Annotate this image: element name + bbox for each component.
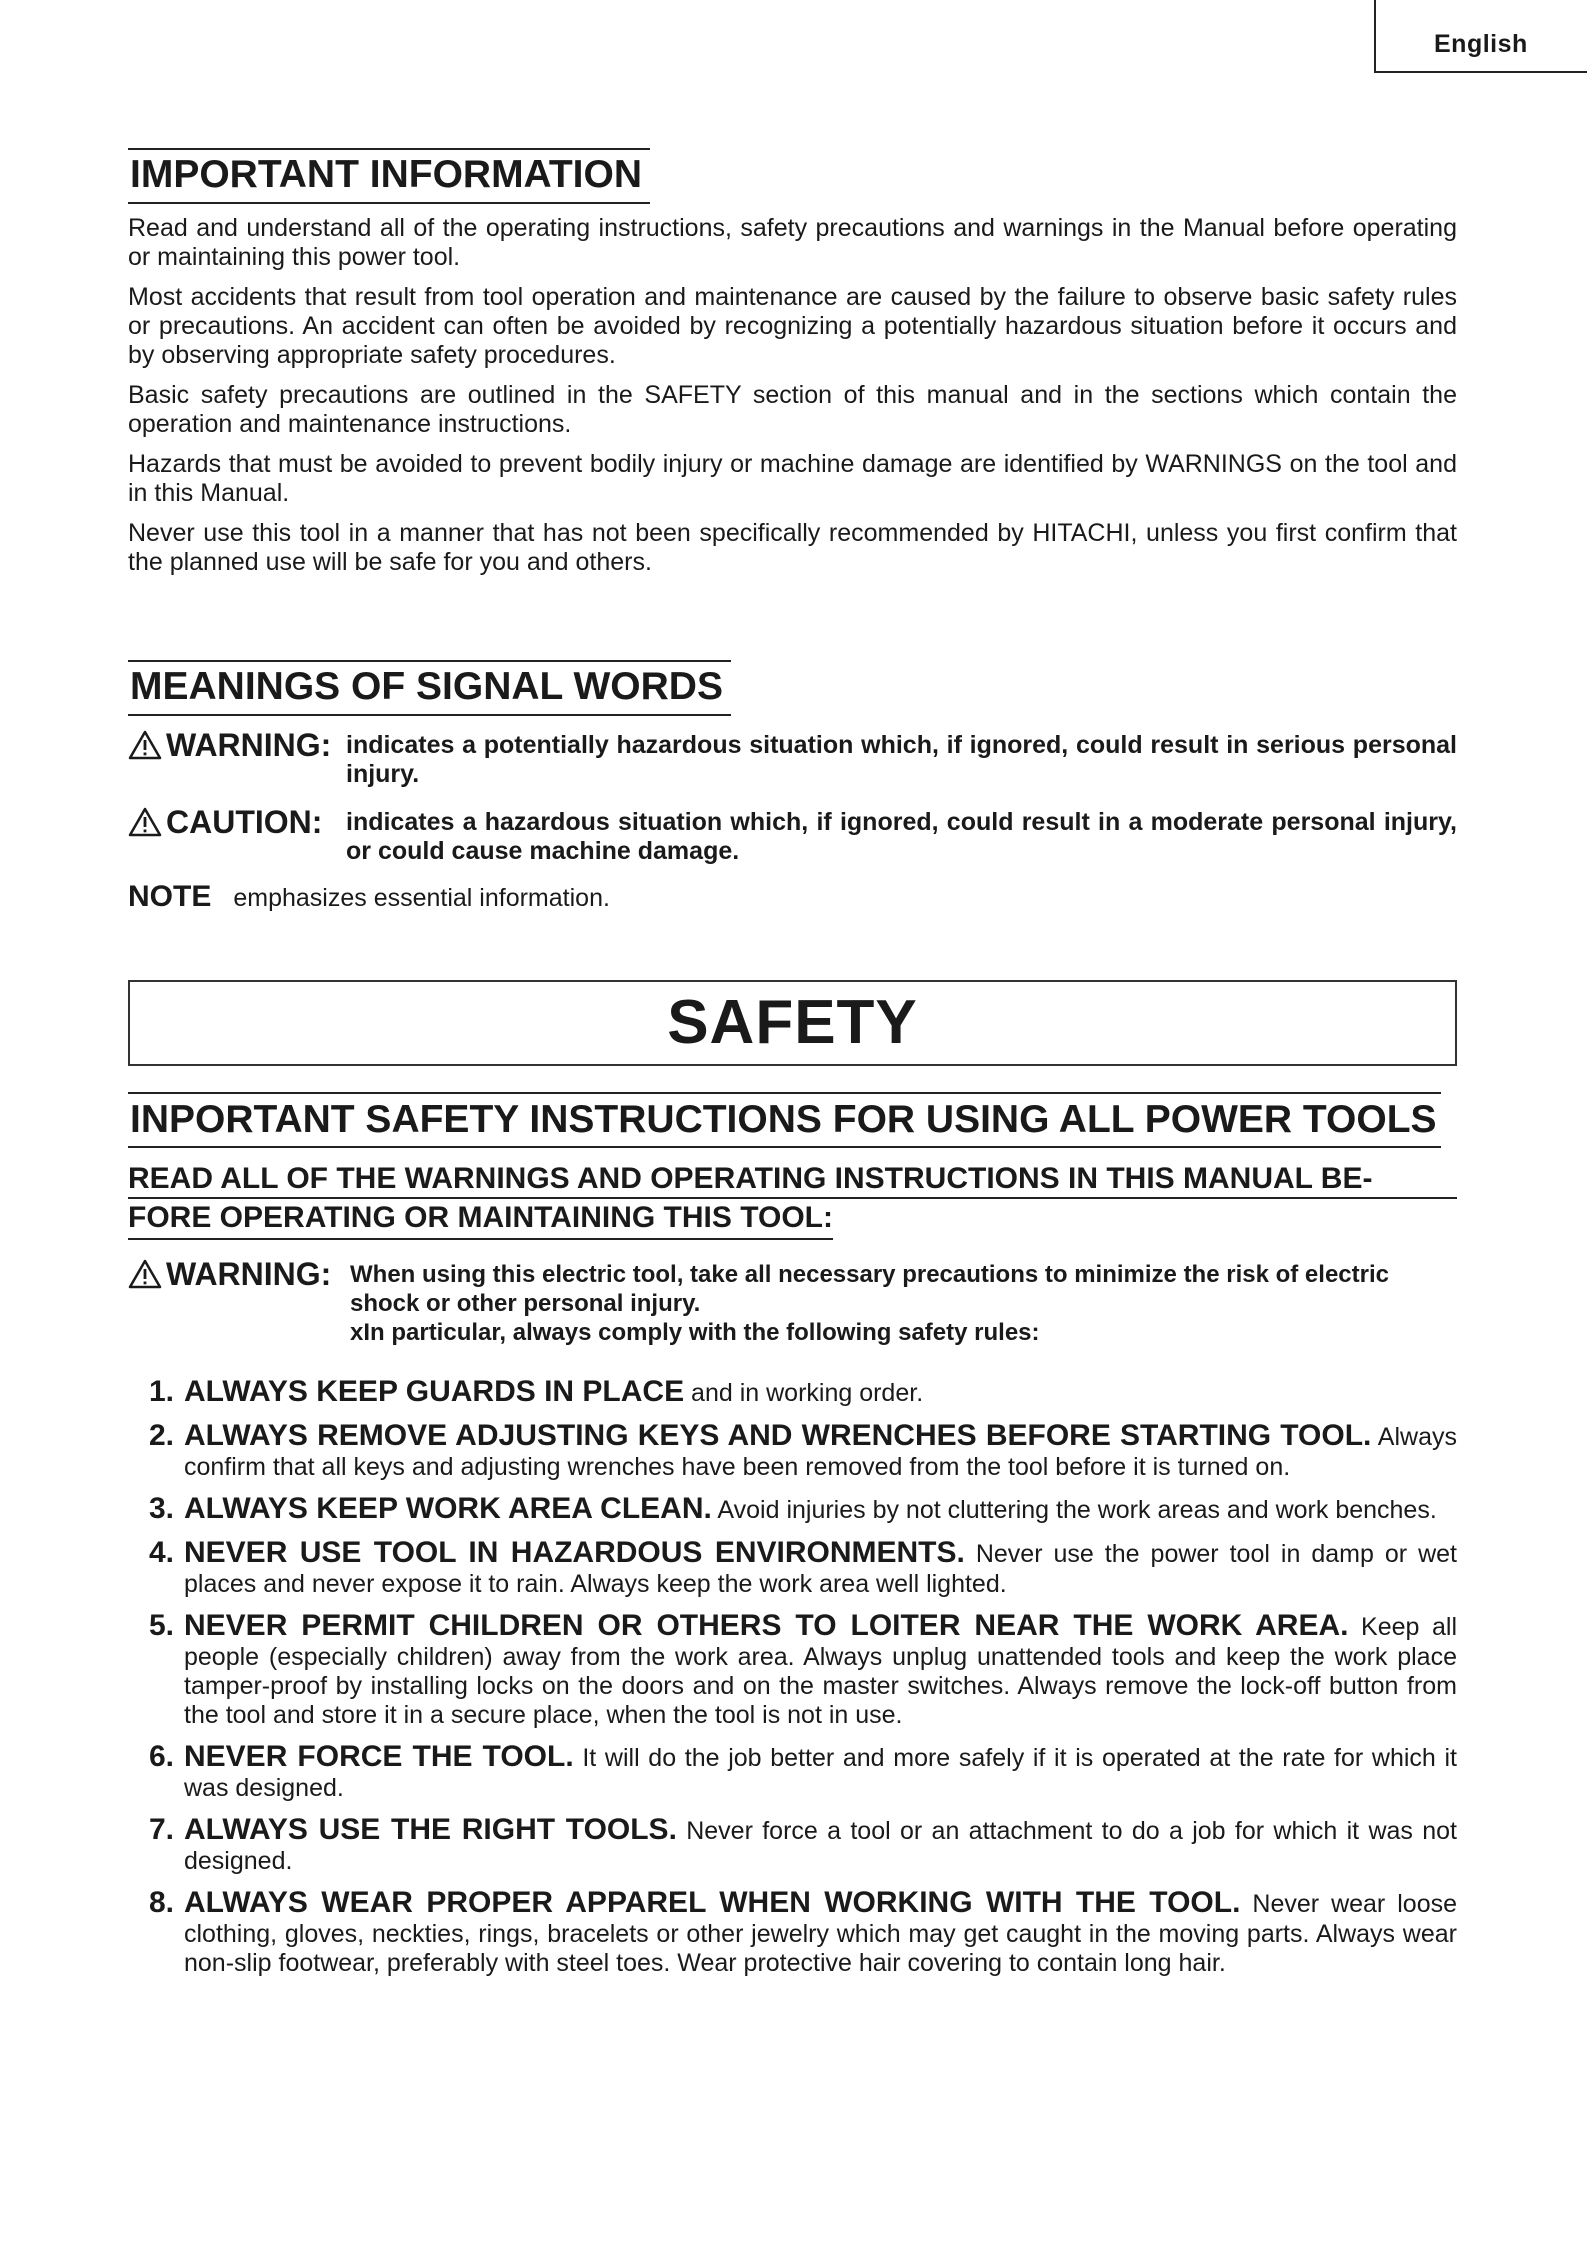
rule-heading: NEVER USE TOOL IN HAZARDOUS ENVIRONMENTS.	[184, 1536, 965, 1569]
note-definition	[128, 880, 1457, 915]
rule-heading: ALWAYS USE THE RIGHT TOOLS.	[184, 1813, 677, 1846]
safety-warning-line-2: xIn particular, always comply with the following safety rules:	[350, 1319, 1040, 1346]
read-all-line-2: FORE OPERATING OR MAINTAINING THIS TOOL:	[128, 1199, 833, 1240]
rule-heading: ALWAYS KEEP GUARDS IN PLACE	[184, 1375, 685, 1408]
info-paragraph: Never use this tool in a manner that has not been specifically recommended by HITACHI, unless you first confirm that the planned use will be safe for you and others.	[128, 519, 1457, 576]
caution-label-group	[128, 805, 322, 839]
safety-heading-box	[128, 980, 1457, 1066]
rule-number: 2.	[149, 1419, 175, 1452]
read-all-line-1: READ ALL OF THE WARNINGS AND OPERATING INSTRUCTIONS IN THIS MANUAL BE-	[128, 1160, 1457, 1199]
rule-text: Keep all people (especially children) away from the work area. Always unplug unattended tools and keep the work place tamper-proof by installing locks on the doors and on the master switches. Always remove the lock-off button from the tool and store it in a secure place, when the tool is not in use.	[184, 1613, 1457, 1729]
safety-instructions-title: INPORTANT SAFETY INSTRUCTIONS FOR USING ALL POWER TOOLS	[128, 1092, 1441, 1148]
caution-text: indicates a hazardous situation which, if ignored, could result in a moderate personal injury, or could cause machine damage.	[346, 808, 1457, 865]
safety-title: SAFETY	[667, 988, 918, 1057]
caution-definition	[128, 805, 1457, 866]
safety-rule	[128, 1740, 1457, 1803]
warning-definition	[128, 728, 1457, 789]
language-tab	[1374, 0, 1587, 73]
rule-number: 6.	[149, 1740, 175, 1773]
safety-rule	[128, 1609, 1457, 1730]
rule-number: 4.	[149, 1536, 175, 1569]
info-paragraph: Read and understand all of the operating instructions, safety precautions and warnings in the Manual before operating or maintaining this power tool.	[128, 214, 1457, 271]
rule-text: Always confirm that all keys and adjusting wrenches have been removed from the tool before it is turned on.	[184, 1423, 1457, 1481]
signal-words-title: MEANINGS OF SIGNAL WORDS	[128, 660, 731, 716]
safety-warning-text	[350, 1260, 1457, 1347]
rule-heading: ALWAYS REMOVE ADJUSTING KEYS AND WRENCHES BEFORE STARTING TOOL.	[184, 1419, 1372, 1452]
safety-warning-label-group	[128, 1257, 331, 1291]
warning-label-group	[128, 728, 331, 762]
rule-number: 8.	[149, 1886, 175, 1919]
warning-label: WARNING:	[166, 727, 332, 763]
safety-rule	[128, 1813, 1457, 1876]
info-paragraph: Basic safety precautions are outlined in the SAFETY section of this manual and in the sections which contain the operation and maintenance instructions.	[128, 381, 1457, 438]
safety-warning-label: WARNING:	[166, 1256, 332, 1292]
safety-rules-list	[128, 1375, 1457, 1978]
safety-rule	[128, 1536, 1457, 1599]
safety-warning	[128, 1256, 1457, 1347]
info-paragraph: Most accidents that result from tool operation and maintenance are caused by the failure to observe basic safety rules or precautions. An accident can often be avoided by recognizing a potentially hazardous situation before it occurs and by observing appropriate safety procedures.	[128, 283, 1457, 369]
rule-text: Avoid injuries by not cluttering the work areas and work benches.	[711, 1496, 1437, 1524]
warning-triangle-icon	[128, 1259, 162, 1289]
safety-rule	[128, 1419, 1457, 1482]
caution-label: CAUTION:	[166, 804, 323, 840]
important-information-section	[128, 148, 1457, 588]
rule-heading: NEVER FORCE THE TOOL.	[184, 1740, 574, 1773]
safety-rule	[128, 1492, 1457, 1526]
caution-triangle-icon	[128, 807, 162, 837]
warning-text: indicates a potentially hazardous situation which, if ignored, could result in serious personal injury.	[346, 731, 1457, 788]
rule-number: 7.	[149, 1813, 175, 1846]
important-information-title: IMPORTANT INFORMATION	[128, 148, 650, 204]
rule-text: Never force a tool or an attachment to do a job for which it was not designed.	[184, 1817, 1457, 1875]
rule-text: Never use the power tool in damp or wet places and never expose it to rain. Always keep the work area well lighted.	[184, 1540, 1457, 1598]
info-paragraph: Hazards that must be avoided to prevent bodily injury or machine damage are identified by WARNINGS on the tool and in this Manual.	[128, 450, 1457, 507]
safety-instructions-section	[128, 1092, 1457, 1988]
signal-words-section	[128, 660, 1457, 915]
rule-text: Never wear loose clothing, gloves, neckties, rings, bracelets or other jewelry which may get caught in the moving parts. Always wear non-slip footwear, preferably with steel toes. Wear protective hair covering to contain long hair.	[184, 1890, 1457, 1977]
rule-number: 3.	[149, 1492, 175, 1525]
language-label: English	[1434, 30, 1528, 58]
rule-heading: ALWAYS WEAR PROPER APPAREL WHEN WORKING WITH THE TOOL.	[184, 1886, 1241, 1919]
note-text: emphasizes essential information.	[233, 884, 610, 912]
rule-heading: NEVER PERMIT CHILDREN OR OTHERS TO LOITER NEAR THE WORK AREA.	[184, 1609, 1349, 1642]
rule-number: 5.	[149, 1609, 175, 1642]
warning-triangle-icon	[128, 730, 162, 760]
rule-number: 1.	[149, 1375, 175, 1408]
read-all-notice	[128, 1160, 1457, 1240]
safety-rule	[128, 1886, 1457, 1978]
safety-warning-line-1: When using this electric tool, take all necessary precautions to minimize the risk of electric shock or other personal injury.	[350, 1261, 1389, 1317]
note-label: NOTE	[128, 880, 212, 913]
safety-rule	[128, 1375, 1457, 1409]
rule-text: It will do the job better and more safely if it is operated at the rate for which it was designed.	[184, 1744, 1457, 1802]
rule-heading: ALWAYS KEEP WORK AREA CLEAN.	[184, 1492, 712, 1525]
rule-text: and in working order.	[684, 1379, 924, 1407]
